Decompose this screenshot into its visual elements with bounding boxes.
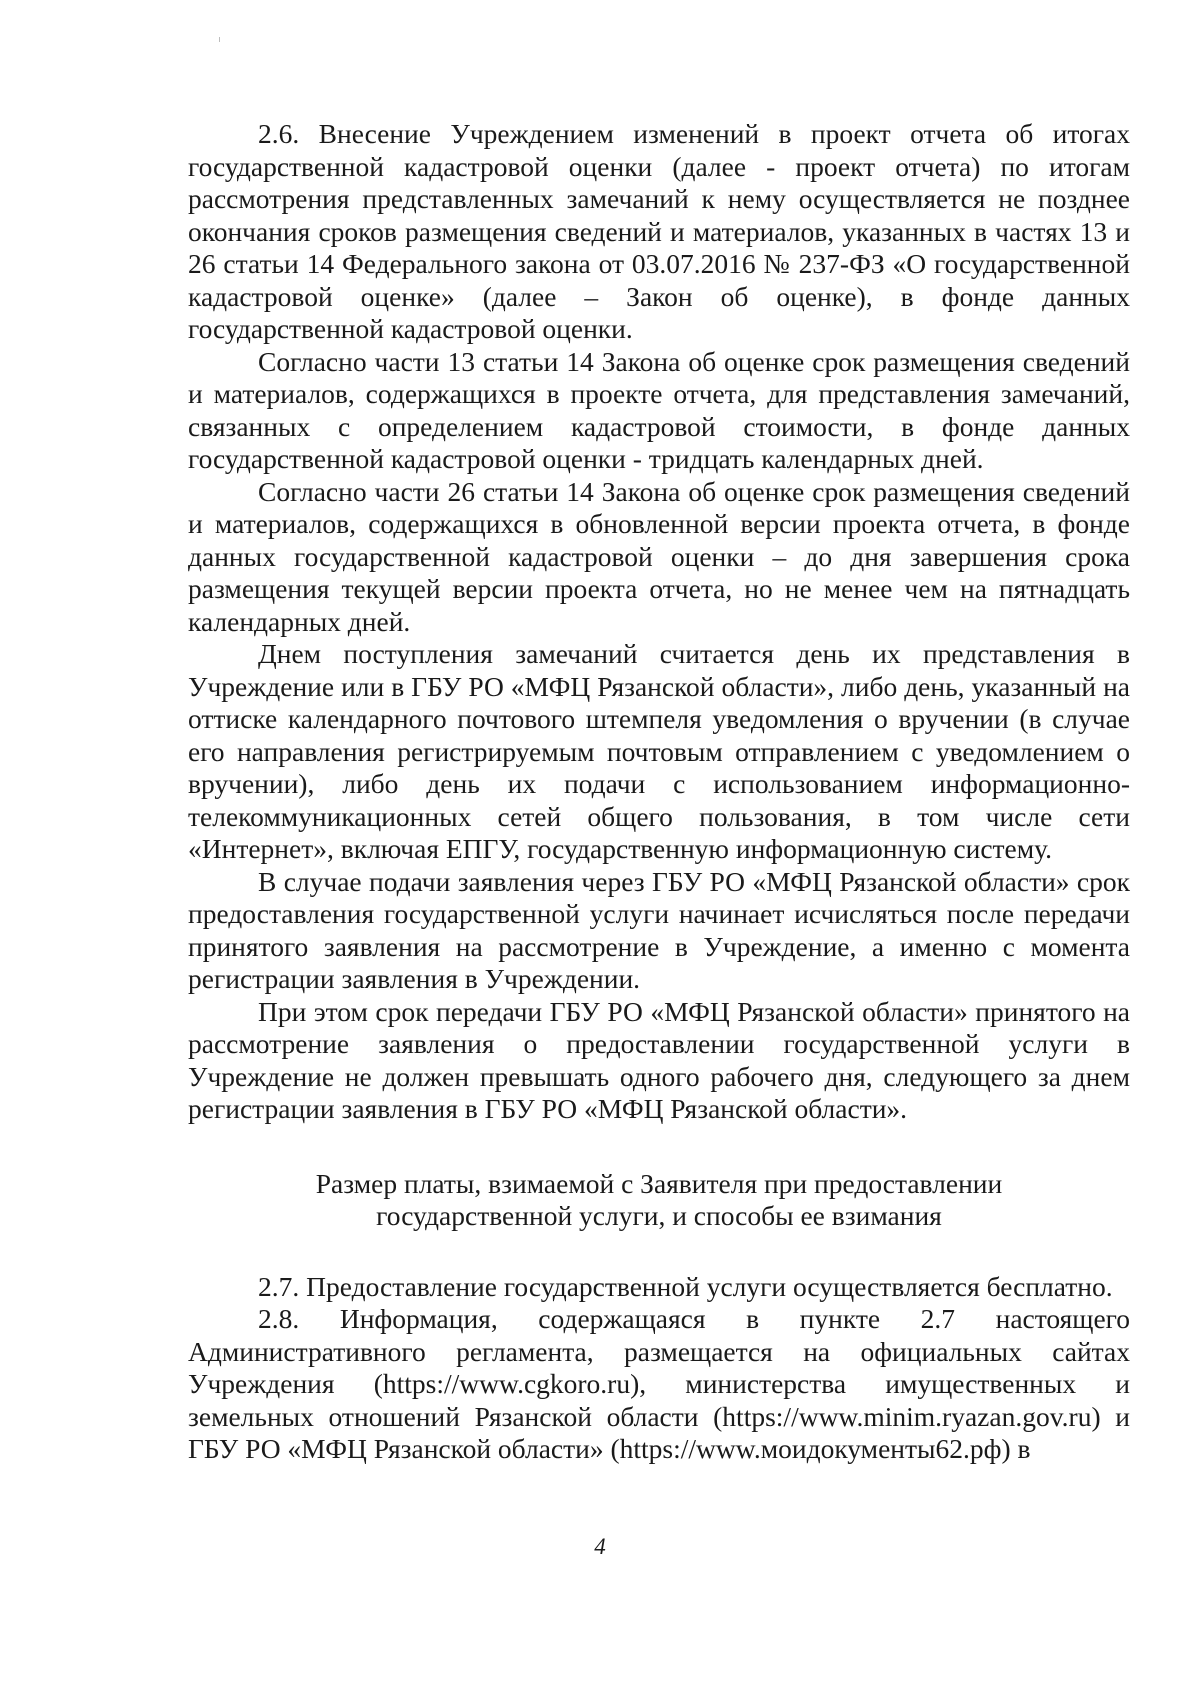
paragraph-transfer-term: При этом срок передачи ГБУ РО «МФЦ Рязанской области» принятого на рассмотрение заявления о предоставлении государственной услуги в Учреждение не должен превышать одного рабочего дня, следующего за днем регистрации заявления в ГБУ РО «МФЦ Рязанской области». (188, 995, 1130, 1124)
scan-artifact (219, 37, 220, 42)
section-heading-line-2: государственной услуги, и способы ее взимания (376, 1200, 942, 1231)
paragraph-part-13: Согласно части 13 статьи 14 Закона об оценке срок размещения сведений и материалов, содержащихся в проекте отчета, для представления замечаний, связанных с определением кадастровой стоимости, в фонде данных государственной кадастровой оценки - тридцать календарных дней. (188, 345, 1130, 474)
paragraph-mfc-submission: В случае подачи заявления через ГБУ РО «МФЦ Рязанской области» срок предоставления государственной услуги начинает исчисляться после передачи принятого заявления на рассмотрение в Учреждение, а именно с момента регистрации заявления в Учреждении. (188, 865, 1130, 994)
paragraph-2-6: 2.6. Внесение Учреждением изменений в проект отчета об итогах государственной кадастровой оценки (далее - проект отчета) по итогам рассмотрения представленных замечаний к нему осуществляется не позднее окончания сроков размещения сведений и материалов, указанных в частях 13 и 26 статьи 14 Федерального закона от 03.07.2016 № 237-ФЗ «О государственной кадастровой оценке» (далее – Закон об оценке), в фонде данных государственной кадастровой оценки. (188, 118, 1130, 344)
section-heading-line-1: Размер платы, взимаемой с Заявителя при предоставлении (315, 1167, 1003, 1199)
paragraph-2-8: 2.8. Информация, содержащаяся в пункте 2.7 настоящего Административного регламента, размещается на официальных сайтах Учреждения (https://www.cgkoro.ru), министерства имущественных и земельных отношений Рязанской области (https://www.minim.ryazan.gov.ru) и ГБУ РО «МФЦ Рязанской области» (https://www.моидокументы62.рф) в (188, 1303, 1130, 1464)
section-heading (188, 1168, 1130, 1233)
page-number: 4 (594, 1534, 606, 1559)
document-body (188, 118, 1130, 1466)
paragraph-part-26: Согласно части 26 статьи 14 Закона об оценке срок размещения сведений и материалов, содержащихся в обновленной версии проекта отчета, в фонде данных государственной кадастровой оценки – до дня завершения срока размещения текущей версии проекта отчета, но не менее чем на пятнадцать календарных дней. (188, 475, 1130, 637)
paragraph-receipt-day: Днем поступления замечаний считается день их представления в Учреждение или в ГБУ РО «МФЦ Рязанской области», либо день, указанный на оттиске календарного почтового штемпеля уведомления о вручении (в случае его направления регистрируемым почтовым отправлением с уведомлением о вручении), либо день их подачи с использованием информационно-телекоммуникационных сетей общего пользования, в том числе сети «Интернет», включая ЕПГУ, государственную информационную систему. (188, 638, 1130, 864)
paragraph-2-7: 2.7. Предоставление государственной услуги осуществляется бесплатно. (258, 1270, 1113, 1302)
